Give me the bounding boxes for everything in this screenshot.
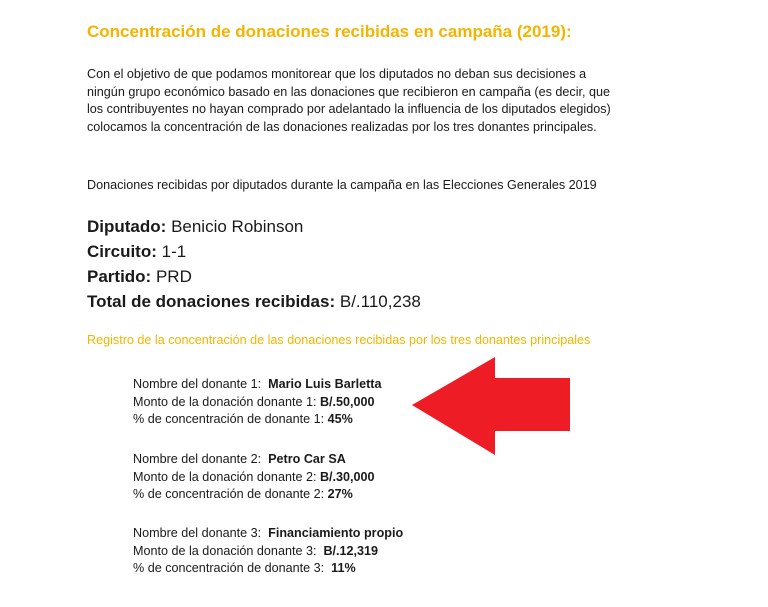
donor-amount-row xyxy=(133,469,375,487)
donor-amount-label: Monto de la donación donante 3: xyxy=(133,543,317,558)
donor-pct-row xyxy=(133,411,382,429)
donor-amount-label: Monto de la donación donante 2: xyxy=(133,469,317,484)
donor-amount-row xyxy=(133,543,403,561)
registry-title: Registro de la concentración de las donaciones recibidas por los tres donantes principales xyxy=(87,333,591,347)
donor-pct-label: % de concentración de donante 2: xyxy=(133,487,325,501)
donor-pct: 45% xyxy=(327,412,353,426)
deputy-value: Benicio Robinson xyxy=(171,217,304,236)
donor-amount: B/.50,000 xyxy=(319,394,375,409)
party-label: Partido: xyxy=(87,267,152,286)
donor-pct-label: % de concentración de donante 1: xyxy=(133,412,325,426)
total-row xyxy=(87,289,421,314)
donor-amount: B/.30,000 xyxy=(319,469,375,484)
donor-block-2 xyxy=(133,451,375,504)
page-title: Concentración de donaciones recibidas en campaña (2019): xyxy=(87,22,572,41)
donor-amount-row xyxy=(133,394,382,412)
donor-pct-row xyxy=(133,560,403,578)
intro-line: los contribuyentes no hayan comprado por adelantado la influencia de los diputados elegidos) xyxy=(87,102,611,116)
donor-name: Petro Car SA xyxy=(268,452,346,466)
donor-block-3 xyxy=(133,525,403,578)
donor-name-label: Nombre del donante 3: xyxy=(133,526,262,540)
donor-name-label: Nombre del donante 1: xyxy=(133,377,262,391)
donor-amount-label: Monto de la donación donante 1: xyxy=(133,394,317,409)
donor-pct-label: % de concentración de donante 3: xyxy=(133,561,325,575)
donor-name-label: Nombre del donante 2: xyxy=(133,452,262,466)
deputy-label: Diputado: xyxy=(87,217,167,236)
red-left-arrow-icon xyxy=(412,357,572,457)
donor-pct: 11% xyxy=(331,561,356,575)
intro-paragraph xyxy=(87,66,687,136)
intro-line: colocamos la concentración de las donaciones realizadas por los tres donantes principales. xyxy=(87,119,597,134)
donor-name: Financiamiento propio xyxy=(268,526,404,540)
subtitle: Donaciones recibidas por diputados durante la campaña en las Elecciones Generales 2019 xyxy=(87,178,597,192)
party-row xyxy=(87,264,421,289)
donor-pct: 27% xyxy=(327,487,353,501)
circuit-value: 1-1 xyxy=(161,242,187,261)
donor-name-row xyxy=(133,451,375,469)
donor-name-row xyxy=(133,525,403,543)
donor-block-1 xyxy=(133,376,382,429)
donor-name: Mario Luis Barletta xyxy=(268,377,382,391)
deputy-info xyxy=(87,214,421,314)
total-value: B/.110,238 xyxy=(339,292,421,311)
donor-amount: B/.12,319 xyxy=(323,543,379,558)
circuit-label: Circuito: xyxy=(87,242,157,261)
party-value: PRD xyxy=(155,267,192,286)
donor-pct-row xyxy=(133,486,375,504)
intro-line: Con el objetivo de que podamos monitorear que los diputados no deban sus decisiones a xyxy=(87,67,587,81)
intro-line: ningún grupo económico basado en las donaciones que recibieron en campaña (es decir, que xyxy=(87,84,610,99)
deputy-row xyxy=(87,214,421,239)
circuit-row xyxy=(87,239,421,264)
donor-name-row xyxy=(133,376,382,394)
total-label: Total de donaciones recibidas: xyxy=(87,292,336,311)
